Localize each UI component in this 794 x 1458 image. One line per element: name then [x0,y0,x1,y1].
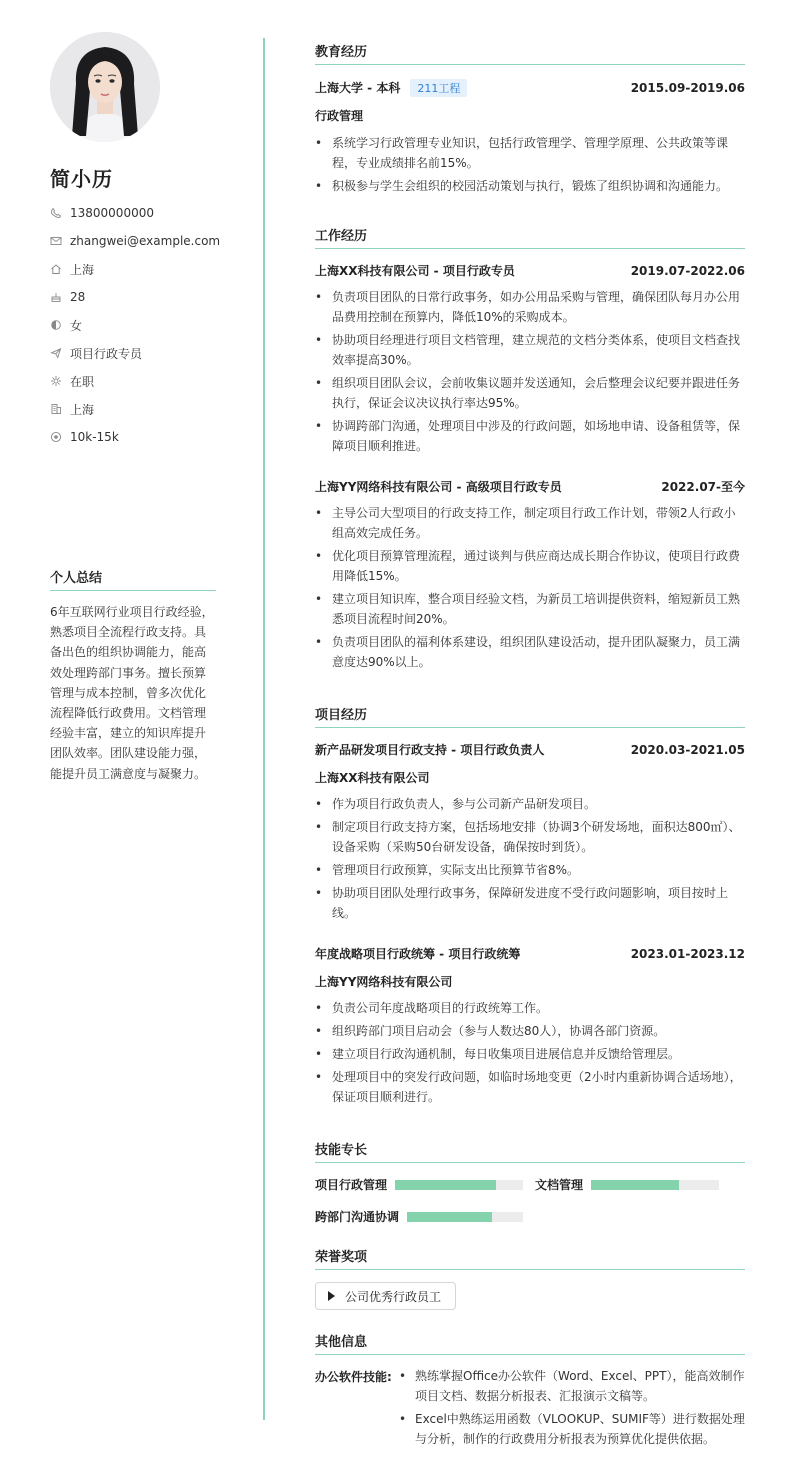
other-label: 办公软件技能: [315,1370,392,1384]
education-school: 上海大学 - 本科 [315,81,401,95]
info-salary [50,423,230,451]
other-list [399,1366,745,1452]
salary-icon [50,431,62,443]
salary-value: 10k-15k [70,430,119,444]
job-value: 项目行政专员 [70,346,143,361]
list-item: • 主导公司大型项目的行政支持工作，制定项目行政工作计划，带领2人行政小组高效完成任务。 [315,503,745,543]
list-item: • 组织项目团队会议，会前收集议题并发送通知，会后整理会议纪要并跟进任务执行，保证会议决议执行率达95%。 [315,373,745,413]
project-list [315,998,745,1110]
building-icon [50,403,62,415]
city-value: 上海 [70,402,95,417]
list-item: • 作为项目行政负责人，参与公司新产品研发项目。 [315,794,745,814]
caret-right-icon [328,1291,335,1301]
project-header [315,741,745,758]
skill-item [315,1208,523,1225]
list-item: • 优化项目预算管理流程，通过谈判与供应商达成长期合作协议，使项目行政费用降低15%。 [315,546,745,586]
email-value: zhangwei@example.com [70,234,221,248]
list-item: • 负责公司年度战略项目的行政统筹工作。 [315,998,745,1018]
mail-icon [50,235,62,247]
education-section-title: 教育经历 [315,41,745,65]
skill-bar-fill [395,1180,496,1190]
list-item: • 协调跨部门沟通，处理项目中涉及的行政问题，如场地申请、设备租赁等，保障项目顺利推进。 [315,416,745,456]
phone-value: 13800000000 [70,206,154,220]
education-major: 行政管理 [315,109,364,123]
home-value: 上海 [70,262,95,277]
contact-info [50,199,230,451]
work-job-period: 2022.07-至今 [661,480,745,494]
projects-section-title: 项目经历 [315,704,745,728]
project-heading: 新产品研发项目行政支持 - 项目行政负责人 [315,743,545,757]
status-icon [50,375,62,387]
list-item: • 制定项目行政支持方案，包括场地安排（协调3个研发场地，面积达800㎡）、设备采购（采购50台研发设备，确保按时到货）。 [315,817,745,857]
list-item: • 建立项目行政沟通机制，每日收集项目进展信息并反馈给管理层。 [315,1044,745,1064]
list-item: • 熟练掌握Office办公软件（Word、Excel、PPT），能高效制作项目文档、数据分析报表、汇报演示文稿等。 [399,1366,745,1406]
summary-title: 个人总结 [50,567,216,591]
skill-bar-fill [407,1212,492,1222]
work-job-header [315,262,745,279]
project-period: 2023.01-2023.12 [630,946,745,961]
skill-name: 跨部门沟通协调 [315,1210,400,1224]
list-item: • 处理项目中的突发行政问题，如临时场地变更（2小时内重新协调合适场地），保证项目顺利进行。 [315,1067,745,1107]
work-job-header [315,478,745,495]
education-period: 2015.09-2019.06 [630,81,745,95]
project-period: 2020.03-2021.05 [630,742,745,757]
info-status [50,367,230,395]
education-list [315,133,745,199]
skill-name: 项目行政管理 [315,1178,388,1192]
honors-section-title: 荣誉奖项 [315,1246,745,1270]
project-list [315,794,745,926]
project-company: 上海YY网络科技有限公司 [315,975,453,989]
work-job-period: 2019.07-2022.06 [630,263,745,278]
list-item: • 负责项目团队的福利体系建设，组织团队建设活动，提升团队凝聚力，员工满意度达90%以上。 [315,632,745,672]
list-item: • 协助项目经理进行项目文档管理，建立规范的文档分类体系，使项目文档查找效率提高30%。 [315,330,745,370]
info-home [50,255,230,283]
award-label: 公司优秀行政员工 [345,1289,442,1304]
skill-item [315,1176,523,1193]
send-icon [50,347,62,359]
summary-text: 6年互联网行业项目行政经验，熟悉项目全流程行政支持。具备出色的组织协调能力，能高效处理跨部门事务。擅长预算管理与成本控制，曾多次优化流程降低行政费用。文档管理经验丰富，建立的知识库提升团队效率。团队建设能力强，能提升员工满意度与凝聚力。 [50,605,214,781]
list-item: • 管理项目行政预算，实际支出比预算节省8%。 [315,860,745,880]
phone-icon [50,207,62,219]
person-name: 简小历 [50,167,113,191]
skill-bar [407,1212,523,1222]
work-job-heading: 上海XX科技有限公司 - 项目行政专员 [315,264,515,278]
gender-icon [50,319,62,331]
project-company: 上海XX科技有限公司 [315,771,430,785]
education-tag-badge: 211工程 [410,79,467,97]
work-job-list [315,503,745,675]
list-item: • 建立项目知识库，整合项目经验文档，为新员工培训提供资料，缩短新员工熟悉项目流程时间20%。 [315,589,745,629]
list-item: • 协助项目团队处理行政事务，保障研发进度不受行政问题影响，项目按时上线。 [315,883,745,923]
skill-bar [395,1180,523,1190]
other-section-title: 其他信息 [315,1331,745,1355]
info-phone [50,199,230,227]
info-age [50,283,230,311]
project-heading: 年度战略项目行政统筹 - 项目行政统筹 [315,947,521,961]
skill-bar [591,1180,719,1190]
skills-section-title: 技能专长 [315,1139,745,1163]
skill-item [535,1176,719,1193]
home-icon [50,263,62,275]
info-job [50,339,230,367]
gender-value: 女 [70,318,83,333]
list-item: • 系统学习行政管理专业知识，包括行政管理学、管理学原理、公共政策等课程，专业成绩排名前15%。 [315,133,745,173]
work-job-heading: 上海YY网络科技有限公司 - 高级项目行政专员 [315,480,562,494]
work-section-title: 工作经历 [315,225,745,249]
education-header [315,79,745,97]
project-header [315,945,745,962]
work-job-list [315,287,745,459]
info-city [50,395,230,423]
info-email [50,227,230,255]
list-item: • 组织跨部门项目启动会（参与人数达80人），协调各部门资源。 [315,1021,745,1041]
skill-name: 文档管理 [535,1178,584,1192]
list-item: • Excel中熟练运用函数（VLOOKUP、SUMIF等）进行数据处理与分析，制作的行政费用分析报表为预算优化提供依据。 [399,1409,745,1449]
info-gender [50,311,230,339]
column-divider [263,38,265,1420]
avatar [50,32,160,142]
skill-bar-fill [591,1180,679,1190]
cake-icon [50,291,62,303]
status-value: 在职 [70,374,95,389]
list-item: • 积极参与学生会组织的校园活动策划与执行，锻炼了组织协调和沟通能力。 [315,176,745,196]
age-value: 28 [70,290,86,304]
award-toggle[interactable] [315,1282,456,1310]
list-item: • 负责项目团队的日常行政事务，如办公用品采购与管理，确保团队每月办公用品费用控制在预算内，降低10%的采购成本。 [315,287,745,327]
